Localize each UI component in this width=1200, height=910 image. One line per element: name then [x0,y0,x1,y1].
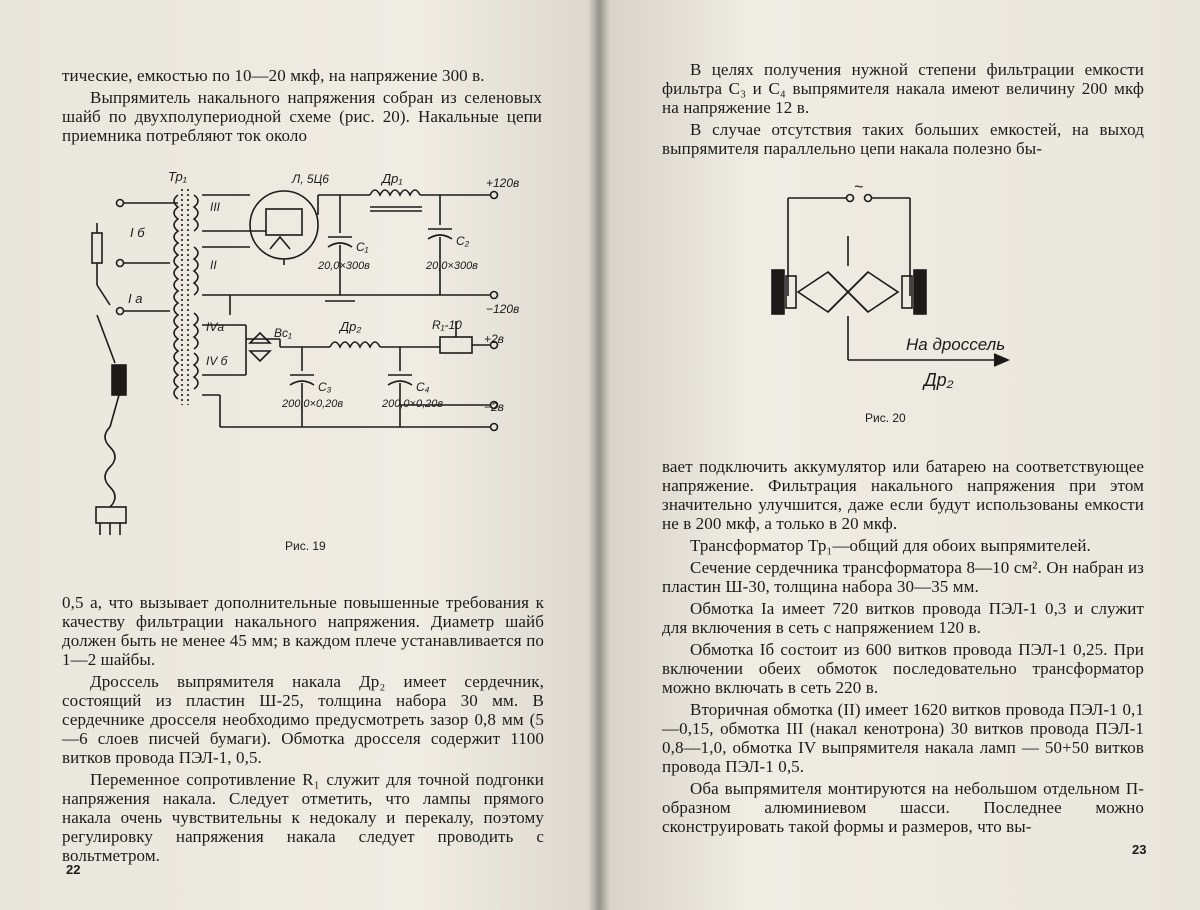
label-r1: R₁-10 [432,318,462,332]
page-number-right: 23 [1132,842,1147,857]
label-minus2: −2в [484,400,504,414]
label-dr1: Др₁ [382,171,403,186]
label-plus2: +2в [484,332,504,346]
right-page [598,0,1200,910]
paragraph: Вторичная обмотка (II) имеет 1620 витков провода ПЭЛ-1 0,1—0,15, обмотка III (накал кенотрона) 30 витков провода ПЭЛ-1 0,8—1,0, обмотка IV выпрямителя накала ламп — 50+50 витков провода ПЭЛ-1 0,5. [662,700,1144,776]
label-dr2: Др₂ [340,319,362,334]
figure-caption-20: Рис. 20 [865,411,906,425]
label-winding-3: III [210,200,221,214]
figure-caption-19: Рис. 19 [285,539,326,553]
paragraph: В целях получения нужной степени фильтрации емкости фильтра C₃ и C₄ выпрямителя накала имеют величину 200 мкф на напряжение 12 в. [662,60,1144,117]
label-winding-ivb: IV б [206,354,228,368]
label-dr2: Др₂ [924,370,954,390]
label-to-choke: На дроссель [906,335,1006,354]
label-c3-value: 200,0×0,20в [282,398,344,410]
label-lamp: Л, 5Ц6 [292,172,329,186]
paragraph: Оба выпрямителя монтируются на небольшом отдельном П-образном алюминиевом шасси. Последнее можно сконструировать такой формы и размеров, что вы- [662,779,1144,836]
right-bottom-text [662,457,1144,839]
right-top-text [662,60,1144,161]
paragraph: Обмотка Iа имеет 720 витков провода ПЭЛ-1 0,3 и служит для включения в сеть с напряжением 120 в. [662,599,1144,637]
paragraph: Трансформатор Тр₁—общий для обоих выпрямителей. [690,536,1091,555]
label-c2-value: 20,0×300в [426,260,478,272]
label-winding-ib: I б [130,225,145,240]
label-c1-value: 20,0×300в [318,260,370,272]
label-tr1: Тр₁ [168,169,187,184]
paragraph: 0,5 а, что вызывает дополнительные повышенные требования к качеству фильтрации накального напряжения. Диаметр шайб должен быть не менее 45 мм; в каждом плече устанавливается по 1—2 шайбы. [62,593,544,669]
label-c2: C₂ [456,234,470,248]
label-ac-symbol: ~ [854,179,864,196]
label-winding-2: II [210,258,217,272]
rectifier-diagram-fig20 [768,176,1068,396]
paragraph: Дроссель выпрямителя накала Др₂ имеет сердечник, состоящий из пластин Ш-25, толщина набора 30 мм. В сердечнике дросселя необходимо предусмотреть зазор 0,8 мм (5—6 слоев писчей бумаги). Обмотка дросселя содержит 1100 витков провода ПЭЛ-1, 0,5. [62,672,544,767]
left-page [0,0,598,910]
paragraph: Обмотка Iб состоит из 600 витков провода ПЭЛ-1 0,25. При включении обеих обмоток последовательно трансформатор можно включать в сеть 220 в. [662,640,1144,697]
paragraph: Выпрямитель накального напряжения собран из селеновых шайб по двухполупериодной схеме (рис. 20). Накальные цепи приемника потребляют ток около [62,88,542,145]
label-minus120: −120в [486,302,520,316]
circuit-diagram-fig19 [70,165,550,545]
label-c3: C₃ [318,380,332,394]
label-c4-value: 200,0×0,20в [382,398,444,410]
paragraph: тические, емкостью по 10—20 мкф, на напряжение 300 в. [62,66,485,85]
label-plus120: +120в [486,176,520,190]
page-number-left: 22 [66,862,81,877]
label-winding-ia: I а [128,291,143,306]
left-bottom-text [62,593,544,868]
label-c1: C₁ [356,240,369,254]
left-top-text [62,66,542,148]
paragraph: В случае отсутствия таких больших емкостей, на выход выпрямителя параллельно цепи накала полезно бы- [662,120,1144,158]
paragraph: Сечение сердечника трансформатора 8—10 см². Он набран из пластин Ш-30, толщина набора 30—35 мм. [662,558,1144,596]
label-vc1: Вс₁ [274,326,292,340]
paragraph: вает подключить аккумулятор или батарею на соответствующее напряжение. Фильтрация накального напряжения при этом значительно улучшится, даже если будут использованы емкости не в 200 мкф, а только в 20 мкф. [662,457,1144,533]
label-winding-iva: IVа [206,320,225,334]
book-gutter [588,0,610,910]
label-c4: C₄ [416,380,430,394]
paragraph: Переменное сопротивление R₁ служит для точной подгонки напряжения накала. Следует отметить, что лампы прямого накала очень чувствительны к недокалу и перекалу, поэтому регулировку напряжения накала следует проводить с вольтметром. [62,770,544,865]
